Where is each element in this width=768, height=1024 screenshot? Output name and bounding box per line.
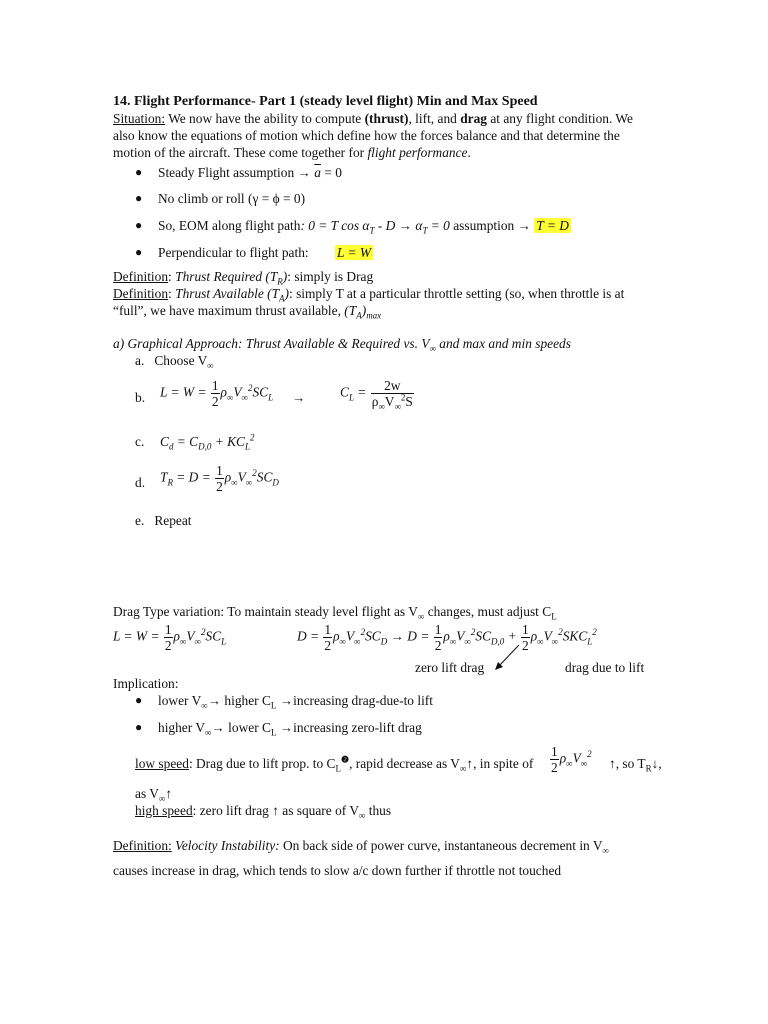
bullet-dot: ● [135, 218, 143, 232]
situation-line-3: motion of the aircraft. These come together for flight performance. [113, 145, 471, 160]
low-speed-line: low speed: Drag due to lift prop. to $C_L^❷$, rapid decrease as $V_\infty↑$, in spite of [135, 754, 534, 774]
graphical-approach-heading: a) Graphical Approach: Thrust Available & Required vs. $V_\infty$ and max and min speeds [113, 336, 571, 354]
bullet-dot: ● [135, 191, 143, 205]
situation-label: Situation: [113, 111, 166, 126]
drag-type-intro: Drag Type variation: To maintain steady level flight as $V_\infty$ changes, must adjust $C_L$ [113, 604, 557, 622]
highlight-t-equals-d: T = D [536, 218, 569, 233]
bullet-no-climb: No climb or roll (γ = ϕ = 0) [158, 191, 306, 206]
step-d-label: d. [135, 475, 146, 490]
definition-thrust-required: Definition: Thrust Required $(T_R)$: simply is Drag [113, 269, 374, 287]
implication-higher-speed: higher $V_\infty\to$ lower $C_L$ →increasing zero-lift drag [158, 720, 422, 738]
equation-cl: $C_L$ = $\frac{2w}{\rho_\infty V_\infty^2S}$ [340, 378, 413, 412]
highlight-l-equals-w: L = W [337, 245, 372, 260]
arrow-symbol: → [292, 390, 306, 405]
bullet-eom: So, EOM along flight path: 0 = T $\cos \alpha_T - D \to \alpha_T = 0$ assumption → T = D [158, 218, 569, 236]
drag-due-to-lift-label: drag due to lift [565, 660, 645, 675]
step-a: a. Choose $V_\infty$ [135, 353, 214, 371]
situation-line-1: Situation: We now have the ability to compute (thrust), lift, and drag at any flight condition. We [113, 111, 633, 126]
situation-line-2: also know the equations of motion which define how the forces balance and that determine the [113, 128, 620, 143]
equation-dynamic-pressure: $\frac{1}{2}$ $\rho_\infty V_\infty^2$ [551, 744, 592, 775]
low-speed-line-2: as $V_\infty↑$ [135, 786, 173, 804]
pointer-arrow-icon [490, 643, 522, 673]
equation-lift-2: L = W = $\frac{1}{2}$ $\rho_\infty V_\infty^2SC_L$ [113, 622, 227, 653]
bullet-dot: ● [135, 245, 143, 259]
low-speed-line-tail: ↑, so $T_R↓$, [609, 756, 662, 774]
step-b-label: b. [135, 390, 146, 405]
bullet-perpendicular: Perpendicular to flight path: [158, 245, 309, 260]
definition-thrust-available: Definition: Thrust Available $(T_A)$: simply T at a particular throttle setting (so, when throttle is at [113, 286, 625, 304]
implication-label: Implication: [113, 676, 179, 691]
equation-drag-split: D = $\frac{1}{2}$ $\rho_\infty V_\infty^2SC_D \to D$ = $\frac{1}{2}$ $\rho_\infty V_\infty^2SC_{D,0}$ + $\frac{1}{2}$ $\rho_\infty V_\infty^2SKC_L^2$ [297, 622, 597, 653]
page-title: 14. Flight Performance- Part 1 (steady level flight) Min and Max Speed [113, 94, 538, 109]
equation-lift: L = W = $\frac{1}{2}$ $\rho_\infty V_\infty^2SC_L$ [160, 378, 274, 409]
high-speed-line: high speed: zero lift drag ↑ as square of $V_\infty$ thus [135, 803, 392, 821]
zero-lift-drag-label: zero lift drag [415, 660, 485, 675]
bullet-dot: ● [135, 720, 143, 734]
bullet-dot: ● [135, 693, 143, 707]
step-e: e. Repeat [135, 513, 192, 528]
bullet-dot: ● [135, 165, 143, 179]
definition-thrust-available-line-2: “full”, we have maximum thrust available, $(T_A)_{max}$ [113, 303, 382, 321]
velocity-instability-definition: Definition: Velocity Instability: On back side of power curve, instantaneous decrement in $V_\infty$ [113, 838, 609, 856]
equation-tr: $T_R = D$ = $\frac{1}{2}$ $\rho_\infty V_\infty^2SC_D$ [160, 463, 279, 494]
velocity-instability-line-2: causes increase in drag, which tends to slow a/c down further if throttle not touched [113, 863, 562, 878]
implication-lower-speed: lower $V_\infty\to$ higher $C_L$ →increasing drag-due-to lift [158, 693, 433, 711]
step-c-label: c. [135, 434, 145, 449]
bullet-steady-flight: Steady Flight assumption → $\overline{a} = 0$ [158, 165, 342, 180]
equation-cd: $C_d = C_{D,0} + KC_L^2$ [160, 432, 255, 452]
